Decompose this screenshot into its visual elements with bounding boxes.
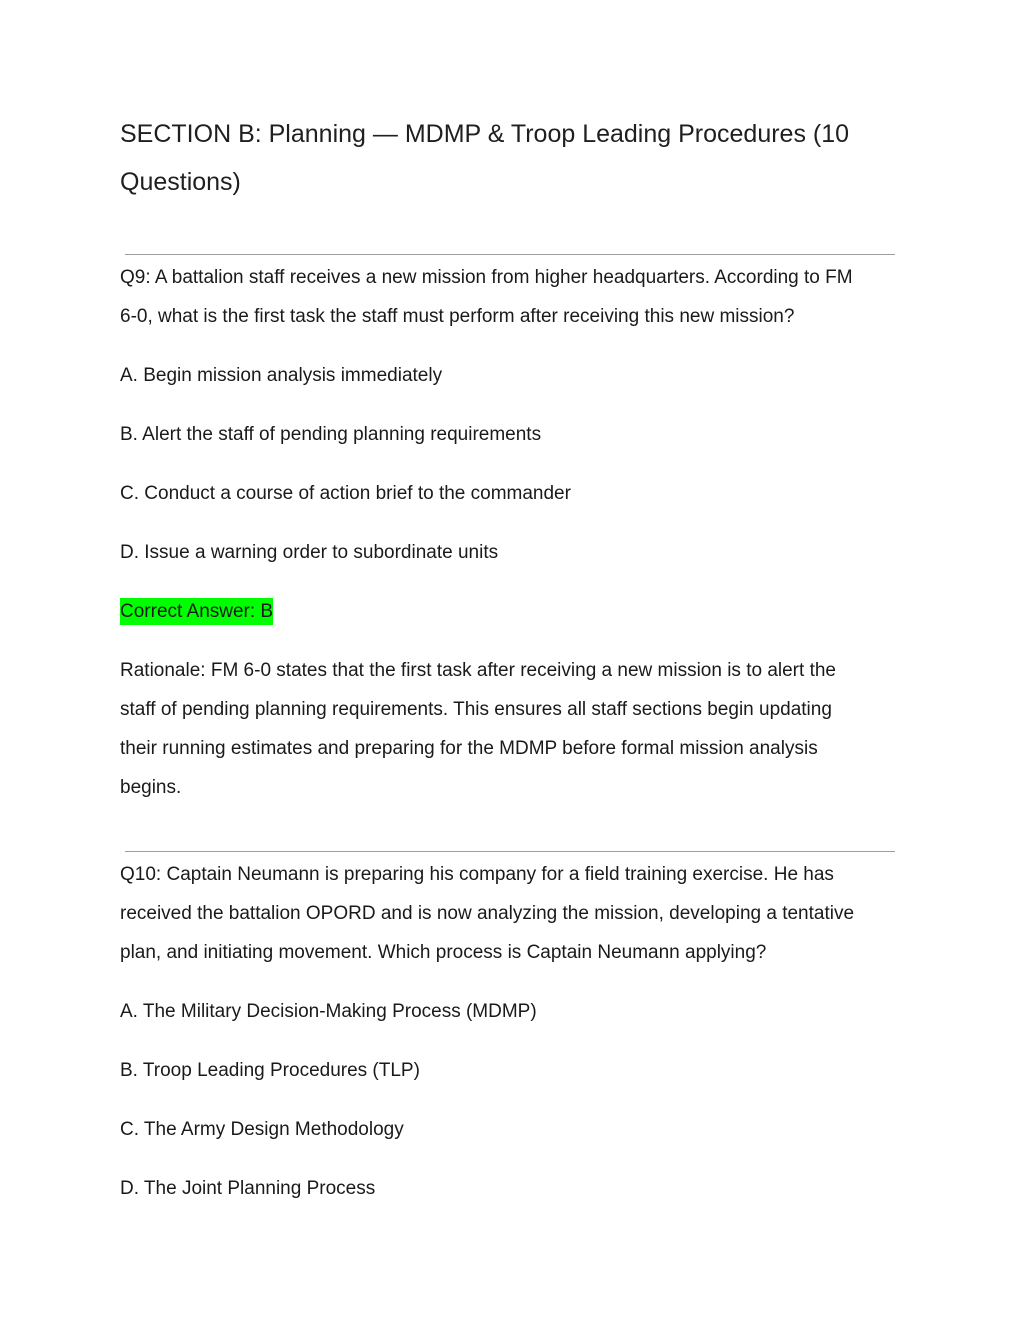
question-10 xyxy=(120,855,910,1208)
question-10-line-1: Q10: Captain Neumann is preparing his company for a field training exercise. He has xyxy=(120,864,834,885)
question-10-line-2: received the battalion OPORD and is now analyzing the mission, developing a tentative xyxy=(120,903,855,924)
divider xyxy=(125,254,895,255)
divider xyxy=(125,851,895,852)
question-10-option-d: D. The Joint Planning Process xyxy=(120,1178,376,1199)
question-10-text xyxy=(120,855,910,972)
question-10-line-3: plan, and initiating movement. Which process is Captain Neumann applying? xyxy=(120,942,767,963)
question-9-option-c: C. Conduct a course of action brief to the commander xyxy=(120,483,571,504)
question-9-rationale xyxy=(120,651,910,807)
question-9-option-b: B. Alert the staff of pending planning requirements xyxy=(120,424,542,445)
section-title xyxy=(120,110,910,206)
question-9-option-d: D. Issue a warning order to subordinate units xyxy=(120,542,499,563)
question-10-option-a: A. The Military Decision-Making Process (MDMP) xyxy=(120,1001,537,1022)
section-title-line-1: SECTION B: Planning — MDMP & Troop Leading Procedures (10 xyxy=(120,120,850,148)
document-page xyxy=(120,110,910,1208)
question-9-text xyxy=(120,258,910,336)
question-9-line-1: Q9: A battalion staff receives a new mission from higher headquarters. According to FM xyxy=(120,267,853,288)
rationale-line-1: Rationale: FM 6-0 states that the first task after receiving a new mission is to alert the xyxy=(120,660,836,681)
question-9-option-a: A. Begin mission analysis immediately xyxy=(120,365,443,386)
question-9 xyxy=(120,258,910,807)
question-10-option-b: B. Troop Leading Procedures (TLP) xyxy=(120,1060,420,1081)
question-10-option-c: C. The Army Design Methodology xyxy=(120,1119,404,1140)
rationale-line-2: staff of pending planning requirements. This ensures all staff sections begin updating xyxy=(120,699,832,720)
correct-answer-highlight: Correct Answer: B xyxy=(120,598,273,625)
section-title-line-2: Questions) xyxy=(120,168,241,196)
question-9-answer-line xyxy=(120,592,910,631)
rationale-line-3: their running estimates and preparing for the MDMP before formal mission analysis xyxy=(120,738,818,759)
rationale-line-4: begins. xyxy=(120,777,182,798)
question-9-line-2: 6-0, what is the first task the staff must perform after receiving this new mission? xyxy=(120,306,795,327)
